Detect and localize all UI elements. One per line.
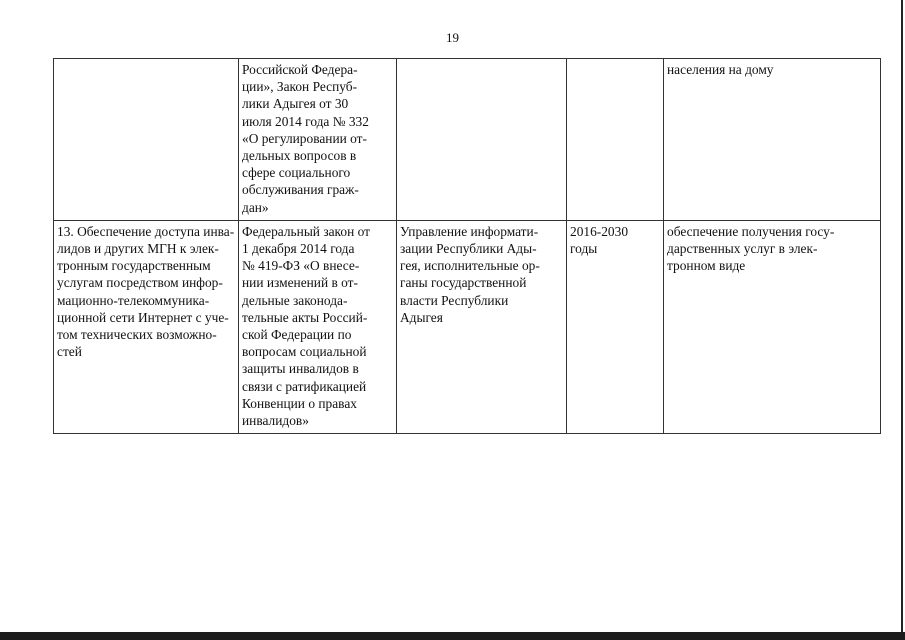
result-cell: населения на дому <box>664 59 881 221</box>
scan-border-right <box>901 0 903 632</box>
executor-cell <box>397 59 567 221</box>
legal-basis-cell <box>239 220 397 433</box>
period-cell <box>567 220 664 433</box>
period-text: 2016-2030 годы <box>570 223 629 257</box>
result-cell <box>664 220 881 433</box>
period-cell <box>567 59 664 221</box>
executor-text: Управление информати- зации Республики Ады- гея, исполнительные ор- ганы государственной власти Республики Адыгея <box>400 223 540 325</box>
measures-table <box>53 58 881 434</box>
result-text: обеспечение получения госу- дарственных услуг в элек- тронном виде <box>667 223 835 274</box>
legal-basis-cell <box>239 59 397 221</box>
legal-basis-text: Федеральный закон от 1 декабря 2014 года № 419-ФЗ «О внесе- нии изменений в от- дельные законода- тельные акты Россий- ской Федерации по вопросам социальной защиты инвалидов в связи с ратификацией Конвенции о правах инвалидов» <box>242 223 370 429</box>
legal-basis-text: Российской Федера- ции», Закон Респуб- лики Адыгея от 30 июля 2014 года № 332 «О регулировании от- дельных вопросов в сфере социального обслуживания граж- дан» <box>242 62 369 215</box>
table-row <box>54 220 881 433</box>
executor-cell <box>397 220 567 433</box>
page-number: 19 <box>446 30 459 45</box>
measure-cell <box>54 220 239 433</box>
table-row <box>54 59 881 221</box>
scan-border-bottom <box>0 632 905 640</box>
measure-cell <box>54 59 239 221</box>
measure-text: 13. Обеспечение доступа инва- лидов и других МГН к элек- тронным государственным услугам посредством инфор- мационно-телекоммуника- ционной сети Интернет с уче- том технических возможно- стей <box>57 223 235 360</box>
